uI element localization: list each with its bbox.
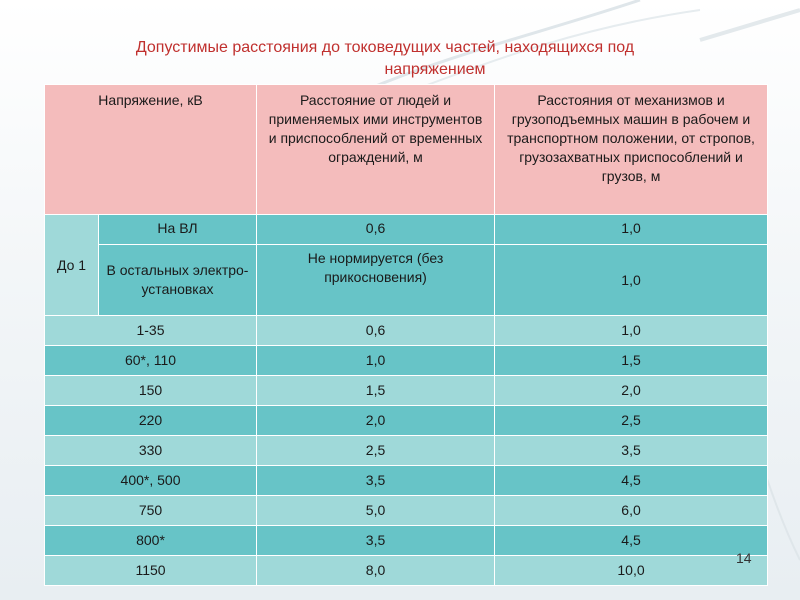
table-row <box>45 346 768 376</box>
table-row <box>45 466 768 496</box>
table-row <box>45 526 768 556</box>
cell-machines: 1,5 <box>495 346 768 376</box>
header-people-distance: Расстояние от людей и применяемых ими инструментов и приспособлений от временных ограждений, м <box>257 85 495 215</box>
cell-voltage: 750 <box>45 496 257 526</box>
cell-machines: 2,5 <box>495 406 768 436</box>
table-row <box>45 406 768 436</box>
distances-table <box>44 84 768 586</box>
slide-title-line1: Допустимые расстояния до токоведущих частей, находящихся под <box>135 39 635 56</box>
slide-title <box>40 37 760 81</box>
cell-machines: 1,0 <box>495 215 768 245</box>
cell-people: 3,5 <box>257 526 495 556</box>
cell-voltage: 220 <box>45 406 257 436</box>
table-row <box>45 496 768 526</box>
table-row <box>45 316 768 346</box>
cell-people: 1,5 <box>257 376 495 406</box>
cell-people: 0,6 <box>257 215 495 245</box>
cell-voltage: 400*, 500 <box>45 466 257 496</box>
sub-row-label: В остальных электро-установках <box>99 245 257 316</box>
header-machines-distance: Расстояния от механизмов и грузоподъемных машин в рабочем и транспортном положении, от стропов, грузозахватных приспособлений и грузов, м <box>495 85 768 215</box>
cell-voltage: 800* <box>45 526 257 556</box>
cell-people: 2,0 <box>257 406 495 436</box>
cell-people: 3,5 <box>257 466 495 496</box>
table-row <box>45 376 768 406</box>
cell-people: 0,6 <box>257 316 495 346</box>
page-number: 14 <box>736 550 752 566</box>
table-header-row <box>45 85 768 215</box>
cell-people: 1,0 <box>257 346 495 376</box>
group-label: До 1 <box>45 215 99 316</box>
table-row <box>45 215 768 245</box>
cell-machines: 4,5 <box>495 526 768 556</box>
cell-voltage: 150 <box>45 376 257 406</box>
cell-machines: 4,5 <box>495 466 768 496</box>
cell-machines: 6,0 <box>495 496 768 526</box>
sub-row-label: На ВЛ <box>99 215 257 245</box>
cell-people: 2,5 <box>257 436 495 466</box>
cell-voltage: 60*, 110 <box>45 346 257 376</box>
cell-people: 5,0 <box>257 496 495 526</box>
cell-people: Не нормируется (без прикосновения) <box>257 245 495 316</box>
header-voltage: Напряжение, кВ <box>45 85 257 215</box>
cell-voltage: 1150 <box>45 556 257 586</box>
cell-machines: 3,5 <box>495 436 768 466</box>
slide-title-line2: напряжением <box>384 61 486 78</box>
table-row <box>45 245 768 316</box>
cell-voltage: 1-35 <box>45 316 257 346</box>
cell-machines: 1,0 <box>495 245 768 316</box>
table-row <box>45 436 768 466</box>
cell-people: 8,0 <box>257 556 495 586</box>
cell-machines: 2,0 <box>495 376 768 406</box>
cell-voltage: 330 <box>45 436 257 466</box>
table-row <box>45 556 768 586</box>
cell-machines: 1,0 <box>495 316 768 346</box>
cell-machines: 10,0 <box>495 556 768 586</box>
